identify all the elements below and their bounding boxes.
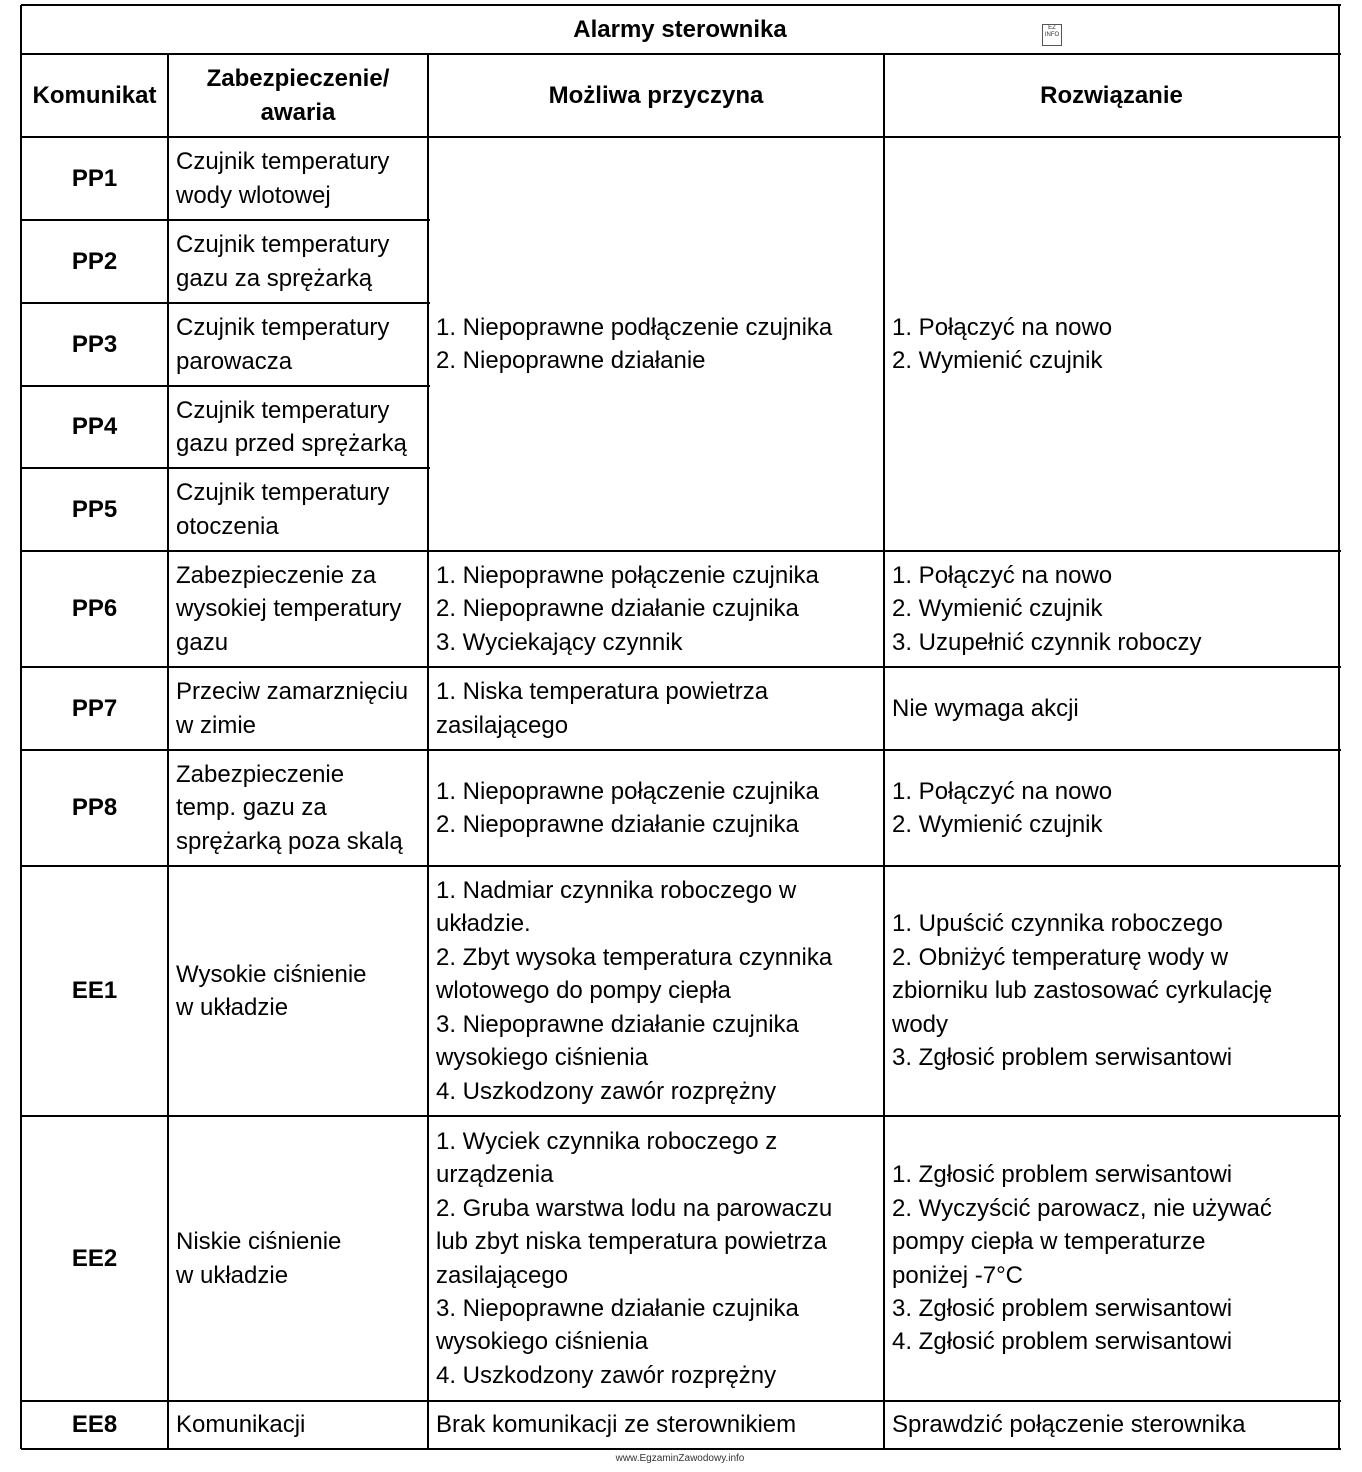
col-divider xyxy=(1338,5,1340,1449)
alarm-name: Czujnik temperatury gazu przed sprężarką xyxy=(176,396,407,457)
merged-solution: 1. Połączyć na nowo 2. Wymienić czujnik xyxy=(892,313,1113,374)
watermark-logo: EZ INFO xyxy=(1042,24,1062,46)
row-divider xyxy=(21,302,430,304)
alarm-code: PP5 xyxy=(71,495,118,523)
alarm-solution: 1. Połączyć na nowo 2. Wymienić czujnik xyxy=(892,777,1113,838)
col-divider xyxy=(883,54,885,1449)
alarm-cause: 1. Niepoprawne połączenie czujnika 2. Niepoprawne działanie czujnika 3. Wyciekający czynnik xyxy=(436,561,819,656)
alarm-name: Wysokie ciśnienie w układzie xyxy=(176,960,367,1021)
alarm-cause: 1. Niska temperatura powietrza zasilającego xyxy=(436,678,769,739)
alarm-name: Czujnik temperatury otoczenia xyxy=(176,479,390,540)
row-divider xyxy=(21,550,1341,552)
merged-cause: 1. Niepoprawne podłączenie czujnika 2. Niepoprawne działanie xyxy=(436,313,833,374)
alarm-code: PP7 xyxy=(71,694,118,722)
row-divider xyxy=(21,1115,1341,1117)
alarm-solution: 1. Zgłosić problem serwisantowi 2. Wyczyścić parowacz, nie używać pompy ciepła w temperaturze poniżej -7°C 3. Zgłosić problem serwisantowi 4. Zgłosić problem serwisantowi xyxy=(892,1161,1272,1356)
col-divider xyxy=(20,5,22,1449)
row-divider xyxy=(21,1400,1341,1402)
alarm-name: Czujnik temperatury parowacza xyxy=(176,314,390,375)
row-divider xyxy=(21,219,430,221)
alarm-name: Czujnik temperatury gazu za sprężarką xyxy=(176,231,390,292)
footer-url: www.EgzaminZawodowy.info xyxy=(615,1453,745,1464)
alarm-cause: 1. Nadmiar czynnika roboczego w układzie. 2. Zbyt wysoka temperatura czynnika wlotowego do pompy ciepła 3. Niepoprawne działanie czujnika wysokiego ciśnienia 4. Uszkodzony zawór rozprężny xyxy=(436,877,833,1105)
row-divider xyxy=(21,1448,1341,1450)
alarm-name: Zabezpieczenie za wysokiej temperatury gazu xyxy=(176,561,402,656)
header-przyczyna: Możliwa przyczyna xyxy=(548,81,764,109)
alarm-name: Przeciw zamarznięciu w zimie xyxy=(176,678,409,739)
alarm-solution: Sprawdzić połączenie sterownika xyxy=(892,1411,1246,1439)
row-divider xyxy=(21,666,1341,668)
alarm-code: PP8 xyxy=(71,794,118,822)
alarm-cause: 1. Niepoprawne połączenie czujnika 2. Niepoprawne działanie czujnika xyxy=(436,777,819,838)
row-divider xyxy=(21,136,1341,138)
table-title: Alarmy sterownika xyxy=(573,15,787,43)
row-divider xyxy=(21,4,1341,6)
alarm-code: PP1 xyxy=(71,164,118,192)
alarm-code: PP4 xyxy=(71,413,118,441)
col-divider xyxy=(167,54,169,1449)
alarm-code: EE2 xyxy=(71,1244,118,1272)
alarm-code: EE1 xyxy=(71,977,118,1005)
row-divider xyxy=(21,749,1341,751)
col-divider xyxy=(427,54,429,1449)
header-komunikat: Komunikat xyxy=(32,81,157,109)
alarm-solution: 1. Połączyć na nowo 2. Wymienić czujnik 3. Uzupełnić czynnik roboczy xyxy=(892,561,1202,656)
alarm-name: Czujnik temperatury wody wlotowej xyxy=(176,148,390,209)
header-rozwiazanie: Rozwiązanie xyxy=(1040,81,1183,109)
row-divider xyxy=(21,385,430,387)
alarm-name: Zabezpieczenie temp. gazu za sprężarką poza skalą xyxy=(176,760,403,855)
row-divider xyxy=(21,865,1341,867)
alarm-name: Komunikacji xyxy=(176,1411,306,1439)
alarm-code: PP2 xyxy=(71,247,118,275)
alarm-name: Niskie ciśnienie w układzie xyxy=(176,1228,342,1289)
alarm-cause: Brak komunikacji ze sterownikiem xyxy=(436,1411,797,1439)
row-divider xyxy=(21,467,430,469)
alarm-code: PP6 xyxy=(71,595,118,623)
row-divider xyxy=(21,53,1341,55)
alarm-solution: Nie wymaga akcji xyxy=(892,694,1079,722)
alarm-cause: 1. Wyciek czynnika roboczego z urządzenia 2. Gruba warstwa lodu na parowaczu lub zbyt niska temperatura powietrza zasilającego 3. Niepoprawne działanie czujnika wysokiego ciśnienia 4. Uszkodzony zawór rozprężny xyxy=(436,1127,833,1389)
alarm-code: PP3 xyxy=(71,330,118,358)
alarm-solution: 1. Upuścić czynnika roboczego 2. Obniżyć temperaturę wody w zbiorniku lub zastosować cyrkulację wody 3. Zgłosić problem serwisantowi xyxy=(892,910,1273,1072)
alarm-code: EE8 xyxy=(71,1411,118,1439)
header-zabezpieczenie: Zabezpieczenie/ awaria xyxy=(206,65,390,126)
